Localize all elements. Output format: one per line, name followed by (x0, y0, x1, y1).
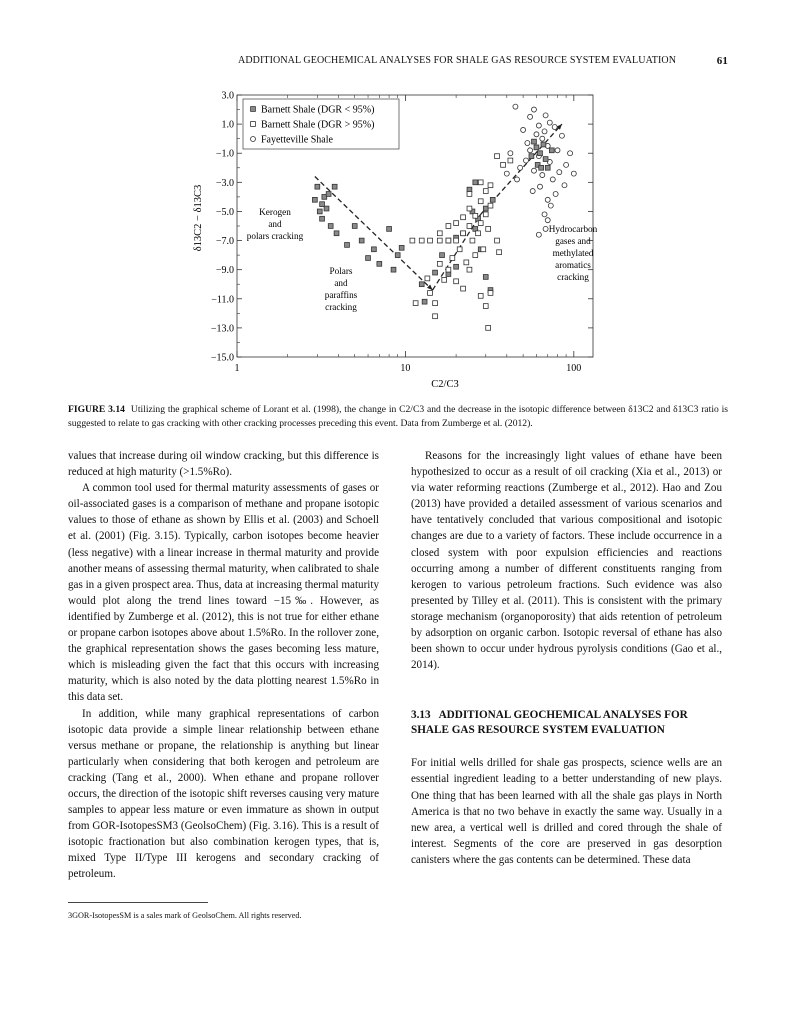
data-point-series-1 (317, 209, 322, 214)
annotation-line: and (268, 219, 282, 229)
annotation-line: Kerogen (259, 207, 291, 217)
data-point-series-3 (553, 191, 558, 196)
data-point-series-2 (473, 213, 478, 218)
data-point-series-3 (543, 113, 548, 118)
data-point-series-1 (371, 247, 376, 252)
data-point-series-1 (387, 227, 392, 232)
data-point-series-1 (419, 282, 424, 287)
y-tick-label: 1.0 (221, 119, 234, 131)
data-point-series-2 (446, 224, 451, 229)
data-point-series-2 (473, 253, 478, 258)
data-point-series-2 (437, 261, 442, 266)
y-tick-label: −9.0 (215, 265, 234, 277)
figure-caption (68, 403, 728, 431)
data-point-series-1 (359, 238, 364, 243)
data-point-series-3 (547, 120, 552, 125)
annotation-2 (325, 266, 358, 312)
data-point-series-2 (467, 267, 472, 272)
x-tick-label: 1 (234, 363, 240, 374)
data-point-series-1 (352, 224, 357, 229)
data-point-series-1 (422, 299, 427, 304)
legend-entry-1: Barnett Shale (DGR < 95%) (261, 104, 375, 116)
data-point-series-1 (490, 197, 495, 202)
data-point-series-2 (483, 304, 488, 309)
data-point-series-2 (495, 238, 500, 243)
data-point-series-2 (461, 286, 466, 291)
data-point-series-3 (530, 189, 535, 194)
data-point-series-2 (433, 314, 438, 319)
data-point-series-3 (538, 184, 543, 189)
data-point-series-2 (488, 203, 493, 208)
right-paragraph-1: Reasons for the increasingly light values of ethane have been hypothesized to occur as a result of oil cracking (Xia et al., 2013) or via water reforming reactions (Zumberge et al., 2012). Hao and Zou (2013) have provided a detailed assessment of various scenarios and have tentatively concluded that various compositional and isotopic changes are due to a variety of factors. These include occurrence in a closed system with poor expulsion efficiencies and reactions occurring among a number of different constituents ranging from kerogen to various petroleum fractions. Such evidence was also presented by Tilley et al. (2011). This is consistent with the primary storage mechanism (organoporosity) that aids retention of petroleum by adsorption on organic carbon. Isotopic reversal of ethane has also been shown to occur under hydrous pyrolysis conditions (Gao et al., 2014). (411, 450, 722, 672)
data-point-series-1 (391, 267, 396, 272)
data-point-series-2 (501, 162, 506, 167)
data-point-series-1 (440, 253, 445, 258)
y-tick-label: −15.0 (210, 352, 234, 364)
data-point-series-2 (483, 189, 488, 194)
data-point-series-1 (334, 231, 339, 236)
data-point-series-3 (571, 171, 576, 176)
data-point-series-3 (521, 127, 526, 132)
data-point-series-1 (483, 206, 488, 211)
data-point-series-2 (508, 158, 513, 163)
running-head-title: ADDITIONAL GEOCHEMICAL ANALYSES FOR SHALE GAS RESOURCE SYSTEM EVALUATION (238, 55, 677, 66)
data-point-series-2 (461, 215, 466, 220)
data-point-series-3 (525, 141, 530, 146)
figure-caption-text: Utilizing the graphical scheme of Lorant et al. (1998), the change in C2/C3 and the decrease in the isotopic difference between δ13C2 and δ13C3 ratio is suggested to relate to gas cracking with other cracking processes preceding this event. Data from Zumberge et al. (2012). (68, 404, 728, 429)
left-paragraph-3: In addition, while many graphical representations of carbon isotopic data provide a simple linear relationship between ethane versus methane or propane, the relationship is anything but linear particularly when considering that both kerogen and petroleum are cracking (Tang et al., 2000). When ethane and propane rollover occurs, the direction of the isotopic shift reverses causing very mature samples to appear less mature or even immature as shown in output from GOR-IsotopesSM3 (GeolsoChem) (Fig. 3.16). This is a result of isotopic fractionation but also combination kerogen types, that is, mixed Type II/Type III kerogens and secondary cracking of petroleum. (68, 707, 379, 881)
data-point-series-2 (437, 238, 442, 243)
annotation-line: polars cracking (246, 231, 304, 241)
data-point-series-2 (488, 183, 493, 188)
y-tick-label: −1.0 (215, 148, 234, 160)
data-point-series-4 (541, 142, 546, 147)
annotation-line: Polars (329, 266, 353, 276)
data-point-series-3 (542, 212, 547, 217)
data-point-series-3 (562, 183, 567, 188)
x-axis-label: C2/C3 (431, 379, 459, 389)
data-point-series-2 (442, 277, 447, 282)
data-point-series-2 (478, 199, 483, 204)
left-column (68, 448, 379, 883)
data-point-series-3 (540, 173, 545, 178)
data-point-series-3 (550, 177, 555, 182)
data-point-series-2 (454, 221, 459, 226)
data-point-series-2 (410, 238, 415, 243)
chart-legend (243, 99, 399, 149)
data-point-series-1 (377, 261, 382, 266)
section-title: ADDITIONAL GEOCHEMICAL ANALYSES FOR SHALE GAS RESOURCE SYSTEM EVALUATION (411, 709, 688, 737)
left-paragraph-2: A common tool used for thermal maturity assessments of gases or oil-associated gases is a comparison of methane and propane isotopic values to those of ethane as shown by Ellis et al. (2003) and Schoell et al. (2001) (Fig. 3.15). Typically, carbon isotopes become heavier (less negative) with a linear increase in thermal maturity and provide another means of assessing thermal maturity, when calibrated to shale gas in a given prospect area. Thus, data at increasing thermal maturity would plot along the trend lines toward −15‰. However, as identified by Zumberge et al. (2012), this is not true for either ethane or propane carbon isotopes above about 1.5%Ro. In the rollover zone, the graphical representation shows the gases becoming less mature, which is misleading given the fact that this occurs with increasing maturity, which is also noted by the data plotting nearest 1.5%Ro in this data set. (68, 482, 379, 704)
data-point-series-2 (495, 154, 500, 159)
data-point-series-2 (476, 231, 481, 236)
data-point-series-2 (446, 238, 451, 243)
data-point-series-1 (315, 184, 320, 189)
data-point-series-2 (413, 301, 418, 306)
x-tick-label: 10 (400, 363, 411, 374)
data-point-series-2 (457, 247, 462, 252)
data-point-series-2 (467, 192, 472, 197)
right-paragraph-2: For initial wells drilled for shale gas prospects, science wells are an essential ingredient leading to a better understanding of new plays. One thing that has been learned with all the shale gas plays in North America is that no two behave in exactly the same way. Usually in a new area, a vertical well is drilled and cored through the shale of interest. Segments of the core are preserved in gas desorption canisters where the gas contents can be determined. These data (411, 757, 722, 866)
annotation-line: paraffins (324, 290, 358, 300)
data-point-series-3 (548, 203, 553, 208)
legend-marker-1 (251, 107, 256, 112)
data-point-series-3 (568, 151, 573, 156)
data-point-series-3 (540, 136, 545, 141)
data-point-series-4 (532, 139, 537, 144)
data-point-series-2 (428, 291, 433, 296)
data-point-series-2 (488, 291, 493, 296)
annotation-line: cracking (557, 272, 589, 282)
data-point-series-3 (555, 148, 560, 153)
data-point-series-2 (461, 231, 466, 236)
page-number: 61 (716, 55, 728, 67)
figure-3-14-scatter-plot (185, 84, 605, 389)
y-tick-label: −13.0 (210, 323, 234, 335)
data-point-series-3 (542, 129, 547, 134)
data-point-series-3 (518, 165, 523, 170)
data-point-series-3 (513, 104, 518, 109)
y-axis-label: δ13C2 − δ13C3 (193, 184, 204, 252)
data-point-series-2 (486, 325, 491, 330)
annotation-line: and (334, 278, 348, 288)
data-point-series-2 (497, 250, 502, 255)
legend-marker-3 (251, 137, 256, 142)
data-point-series-3 (534, 132, 539, 137)
data-point-series-3 (545, 197, 550, 202)
data-point-series-1 (433, 270, 438, 275)
y-tick-label: −5.0 (215, 206, 234, 218)
annotation-line: gases and (555, 236, 591, 246)
data-point-series-2 (467, 224, 472, 229)
y-tick-label: 3.0 (221, 90, 234, 102)
data-point-series-4 (543, 157, 548, 162)
data-point-series-3 (557, 170, 562, 175)
chart-annotations (247, 207, 598, 312)
y-tick-label: −7.0 (215, 236, 234, 248)
data-point-series-2 (483, 212, 488, 217)
data-point-series-2 (464, 260, 469, 265)
data-point-series-2 (478, 221, 483, 226)
data-point-series-4 (549, 148, 554, 153)
annotation-1 (247, 207, 304, 241)
data-point-series-1 (483, 275, 488, 280)
data-point-series-4 (534, 145, 539, 150)
data-point-series-3 (536, 232, 541, 237)
legend-entry-2: Barnett Shale (DGR > 95%) (261, 119, 375, 131)
data-point-series-4 (539, 165, 544, 170)
data-point-series-2 (425, 276, 430, 281)
data-point-series-1 (399, 245, 404, 250)
data-point-series-2 (419, 238, 424, 243)
data-point-series-1 (312, 197, 317, 202)
data-point-series-3 (504, 171, 509, 176)
data-point-series-4 (538, 151, 543, 156)
section-heading (411, 708, 722, 738)
data-point-series-2 (428, 238, 433, 243)
footnote: 3GOR-IsotopesSM is a sales mark of GeolsoChem. All rights reserved. (68, 911, 302, 920)
data-point-series-3 (523, 158, 528, 163)
data-point-series-3 (552, 125, 557, 130)
data-point-series-1 (326, 192, 331, 197)
section-number: 3.13 (411, 709, 431, 722)
y-tick-label: −3.0 (215, 177, 234, 189)
data-point-series-3 (564, 162, 569, 167)
data-point-series-2 (478, 180, 483, 185)
annotation-3 (549, 224, 598, 282)
data-point-series-4 (545, 165, 550, 170)
data-point-series-3 (531, 168, 536, 173)
data-point-series-2 (437, 231, 442, 236)
data-point-series-4 (529, 154, 534, 159)
data-point-series-1 (324, 206, 329, 211)
data-point-series-3 (536, 123, 541, 128)
data-point-series-2 (446, 267, 451, 272)
data-point-series-1 (320, 216, 325, 221)
data-point-series-1 (473, 180, 478, 185)
data-point-series-1 (345, 243, 350, 248)
annotation-line: aromatics (555, 260, 591, 270)
data-point-series-2 (454, 238, 459, 243)
data-point-series-2 (467, 206, 472, 211)
data-point-series-1 (328, 224, 333, 229)
data-point-series-1 (332, 184, 337, 189)
figure-label: FIGURE 3.14 (68, 404, 125, 415)
data-point-series-3 (508, 151, 513, 156)
data-point-series-2 (470, 238, 475, 243)
data-point-series-3 (528, 148, 533, 153)
data-point-series-1 (395, 253, 400, 258)
data-point-series-1 (454, 264, 459, 269)
data-point-series-3 (545, 218, 550, 223)
data-point-series-3 (528, 114, 533, 119)
data-point-series-2 (433, 301, 438, 306)
x-tick-label: 100 (566, 363, 582, 374)
left-paragraph-1: values that increase during oil window cracking, but this difference is reduced at high maturity (>1.5%Ro). (68, 450, 379, 479)
data-point-series-2 (454, 279, 459, 284)
data-point-series-2 (450, 256, 455, 261)
annotation-line: cracking (325, 302, 357, 312)
data-point-series-3 (531, 107, 536, 112)
y-tick-label: −11.0 (211, 294, 234, 306)
right-column (411, 448, 722, 868)
data-point-series-3 (515, 177, 520, 182)
footnote-divider (68, 902, 208, 903)
annotation-line: Hydrocarbon (548, 224, 598, 234)
annotation-line: methylated (552, 248, 594, 258)
data-point-series-2 (478, 293, 483, 298)
data-point-series-1 (366, 256, 371, 261)
data-point-series-3 (559, 133, 564, 138)
data-point-series-3 (543, 226, 548, 231)
legend-entry-3: Fayetteville Shale (261, 134, 333, 146)
data-point-series-2 (481, 247, 486, 252)
legend-marker-2 (251, 122, 256, 127)
data-point-series-2 (486, 227, 491, 232)
